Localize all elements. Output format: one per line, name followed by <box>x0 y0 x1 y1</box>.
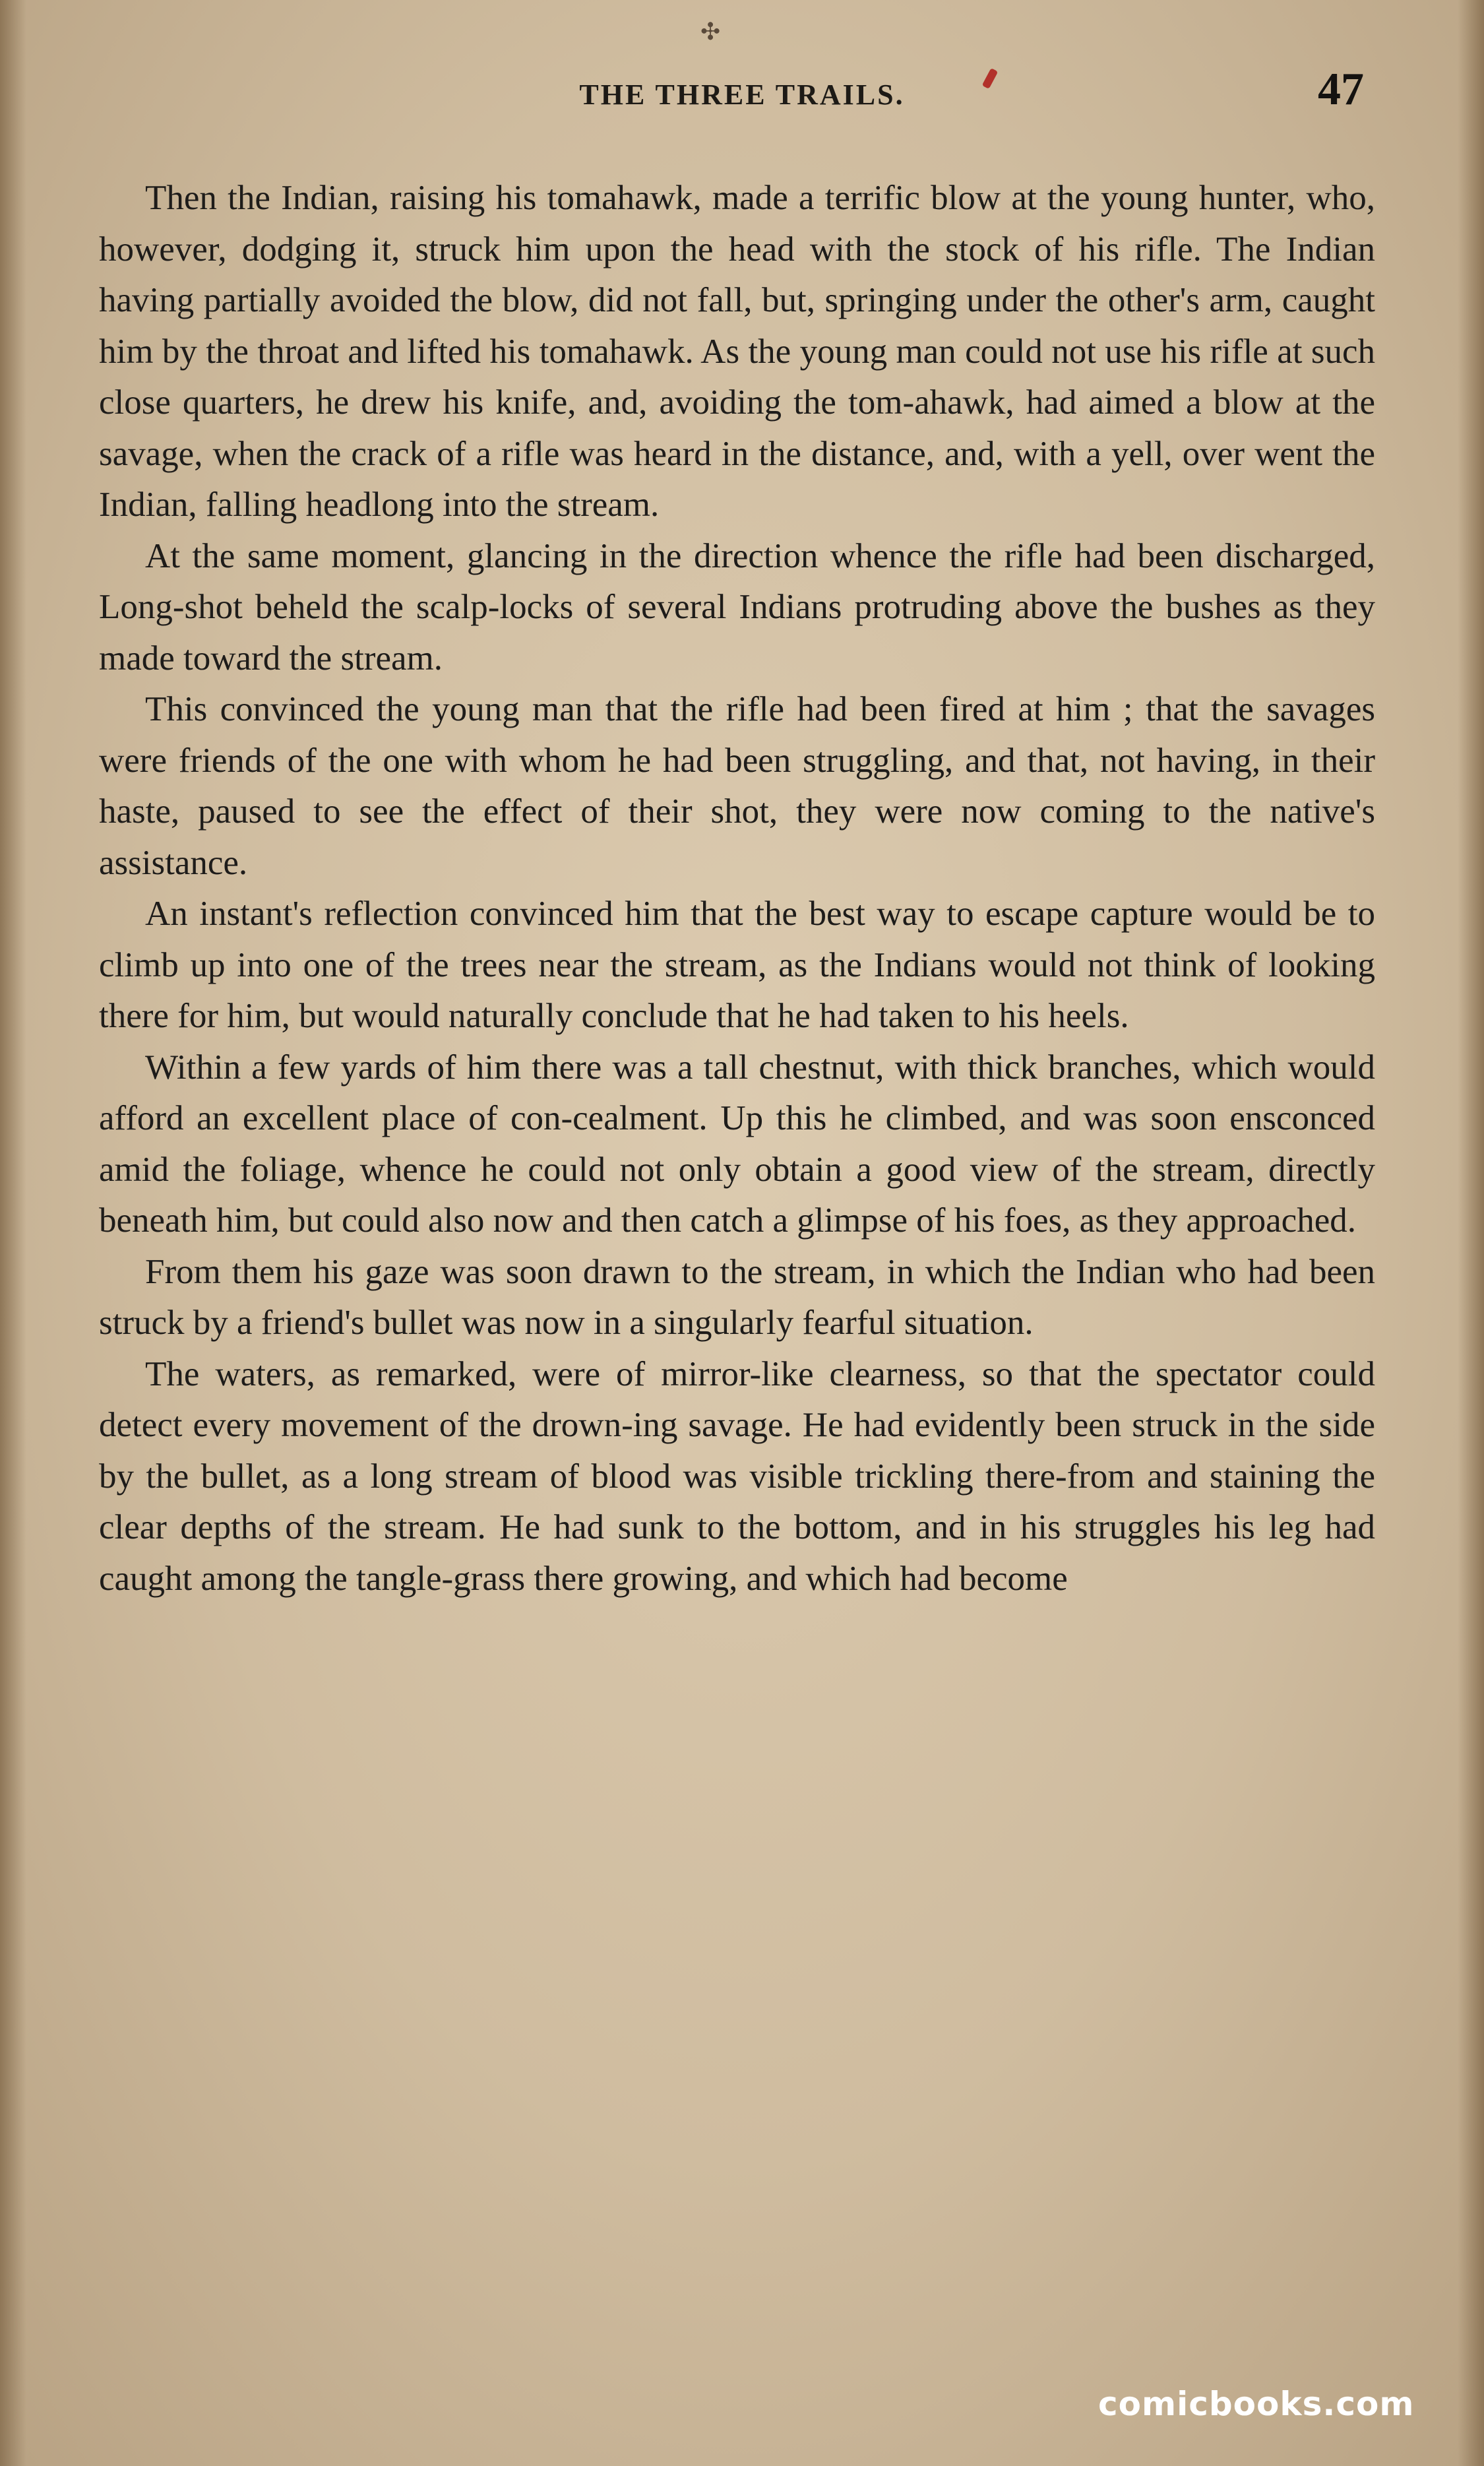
paragraph-5: Within a few yards of him there was a tall chestnut, with thick branches, which would afford an excellent place of con-cealment. Up this he climbed, and was soon ensconced amid the foliage, whence he could not only obtain a good view of the stream, directly beneath him, but could also now and then catch a glimpse of his foes, as they approached. <box>99 1048 1375 1240</box>
paragraph-6: From them his gaze was soon drawn to the stream, in which the Indian who had been struck by a friend's bullet was now in a singularly fearful situation. <box>99 1252 1375 1342</box>
paragraph-2: At the same moment, glancing in the direction whence the rifle had been discharged, Long-shot beheld the scalp-locks of several Indians protruding above the bushes as they made toward the stream. <box>99 536 1375 678</box>
page-shadow-right <box>1458 0 1484 2466</box>
page-shadow-left <box>0 0 26 2466</box>
body-text <box>99 173 1375 1604</box>
paragraph-4: An instant's reflection convinced him that the best way to escape capture would be to climb up into one of the trees near the stream, as the Indians would not think of looking there for him, but would naturally conclude that he had taken to his heels. <box>99 895 1375 1035</box>
page-number: 47 <box>1318 64 1364 115</box>
paragraph-3: This convinced the young man that the rifle had been fired at him ; that the savages were friends of the one with whom he had been struggling, and that, not having, in their haste, paused to see the effect of their shot, they were now coming to the native's assistance. <box>99 690 1375 882</box>
paragraph-1: Then the Indian, raising his tomahawk, made a terrific blow at the young hunter, who, however, dodging it, struck him upon the head with the stock of his rifle. The Indian having partially avoided the blow, did not fall, but, springing under the other's arm, caught him by the throat and lifted his tomahawk. As the young man could not use his rifle at such close quarters, he drew his knife, and, avoiding the tom-ahawk, had aimed a blow at the savage, when the crack of a rifle was heard in the distance, and, with a yell, over went the Indian, falling headlong into the stream. <box>99 179 1375 524</box>
paragraph-7: The waters, as remarked, were of mirror-like clearness, so that the spectator could detect every movement of the drown-ing savage. He had evidently been struck in the side by the bullet, as a long stream of blood was visible trickling there-from and staining the clear depths of the stream. He had sunk to the bottom, and in his struggles his leg had caught among the tangle-grass there growing, and which had become <box>99 1354 1375 1598</box>
watermark-text: comicbooks.com <box>1098 2385 1415 2423</box>
ornament-mark: ✣ <box>700 18 721 46</box>
running-title: THE THREE TRAILS. <box>579 79 905 111</box>
